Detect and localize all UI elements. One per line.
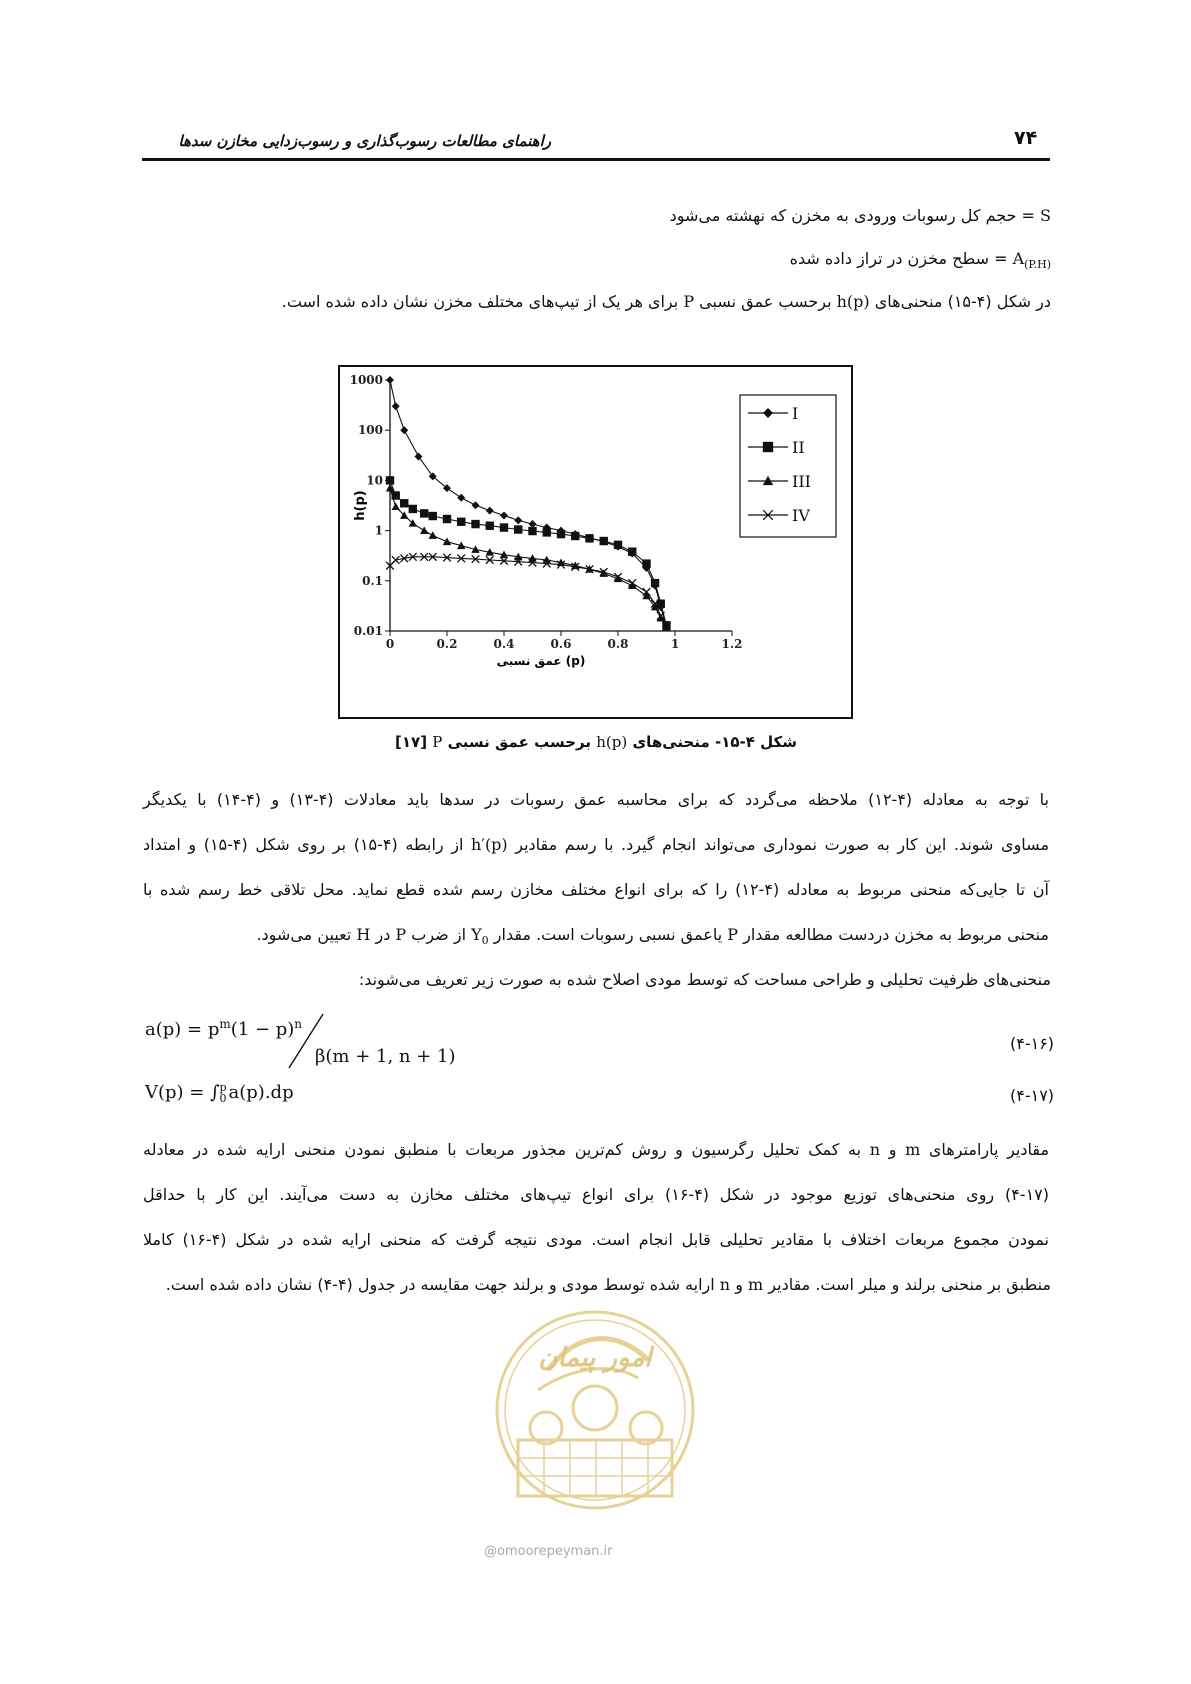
para1-line1: با توجه به معادله (۴-۱۲) ملاحظه می‌گردد که برای محاسبه عمق رسوبات در سدها باید معادلات (۴-۱۳) و (۴-۱۴) با یکدیگر (143, 790, 1049, 809)
equation-17: V(p) = ∫ p 0 a(p).dp (145, 1081, 294, 1105)
equation-16-number: (۴-۱۶) (1010, 1034, 1055, 1053)
equation-16: $a(p) = p^m(1 - p)^n$ β(m + 1, n + 1) (145, 1012, 445, 1072)
para1-line4: منحنی مربوط به مخزن دردست مطالعه مقدار P یاعمق نسبی رسوبات است. مقدار $Y_0$ از ضرب P در H تعیین می‌شود. (256, 925, 1049, 948)
series-II-point (386, 476, 394, 484)
watermark-url: @omoorepeyman.ir (484, 1544, 613, 1559)
legend-box (740, 395, 836, 537)
series-II-point (628, 547, 636, 555)
watermark-logo (488, 1300, 702, 1530)
legend-label-IV: IV (792, 506, 810, 525)
series-II-point (614, 541, 622, 549)
figure-caption: شکل ۴-۱۵- منحنی‌های h(p) برحسب عمق نسبی P [۱۷] (395, 733, 797, 751)
definition-a (790, 249, 1051, 271)
y-axis-label: h(p) (353, 490, 368, 521)
legend-label-I: I (792, 404, 799, 423)
svg-text:امور پیمان: امور پیمان (538, 1343, 652, 1373)
series-II-point (400, 499, 408, 507)
series-II-point (420, 509, 428, 517)
x-tick-label: 1 (670, 637, 680, 651)
legend-label-II: II (792, 438, 805, 457)
header-rule (142, 158, 1050, 161)
x-tick-label: 0.2 (436, 637, 458, 651)
para1-line2: مساوی شوند. این کار به صورت نموداری می‌تواند انجام گیرد. با رسم مقادیر h′(p) از رابطه (۴-۱۵) بر روی شکل (۴-۱۵) و امتداد (143, 835, 1050, 854)
definition-s (670, 206, 1051, 225)
equals-sign: = (1021, 206, 1035, 225)
para3-line3: نمودن مجموع مربعات اختلاف با مقادیر تحلیلی قابل انجام است. مودی نتیجه گرفت که منحنی ارایه شده در شکل (۴-۱۶) کاملا (143, 1230, 1050, 1249)
y-tick-label: 1000 (349, 373, 383, 387)
hp-chart (338, 365, 853, 719)
series-II-point (486, 522, 494, 530)
symbol-a: $A_{(P.H)}$ (1012, 249, 1051, 272)
series-II-point (409, 505, 417, 513)
series-II-point (557, 530, 565, 538)
y-tick-label: 100 (357, 423, 383, 438)
para2: منحنی‌های ظرفیت تحلیلی و طراحی مساحت که توسط مودی اصلاح شده به صورت زیر تعریف می‌شوند: (358, 970, 1051, 989)
series-II-point (528, 527, 536, 535)
series-II-point (429, 512, 437, 520)
x-tick-label: 0 (385, 637, 395, 651)
series-II-point (443, 515, 451, 523)
series-II-point (651, 579, 659, 587)
para1-line3: آن تا جایی‌که منحنی مربوط به معادله (۴-۱۲) را که برای انواع مختلف مخازن رسم شده قطع نماید. محل تلاقی خط رسم شده با (143, 880, 1050, 899)
series-II-point (543, 528, 551, 536)
series-II-point (457, 518, 465, 526)
definition-text: سطح مخزن در تراز داده شده (789, 249, 989, 268)
legend-marker-II (763, 442, 773, 452)
x-tick-label: 0.4 (493, 637, 515, 651)
series-II-point (642, 559, 650, 567)
y-tick-label: 0.1 (362, 573, 383, 588)
series-II-point (500, 523, 508, 531)
series-II-point (600, 537, 608, 545)
equation-17-number: (۴-۱۷) (1010, 1086, 1055, 1105)
legend-label-III: III (792, 472, 811, 491)
para3-line2: (۴-۱۷) روی منحنی‌های توزیع موجود در شکل (۴-۱۶) برای انواع تیپ‌های مختلف مخازن به دست می‌آیند. این کار با حداقل (143, 1185, 1050, 1204)
x-tick-label: 0.8 (607, 637, 629, 651)
series-II-point (571, 532, 579, 540)
y-tick-label: 0.01 (353, 624, 383, 638)
y-tick-label: 10 (366, 473, 383, 488)
definition-text: حجم کل رسوبات ورودی به مخزن که نهشته می‌شود (669, 206, 1017, 225)
y-tick-label: 1 (374, 523, 383, 538)
page-number: ۷۴ (1014, 127, 1038, 149)
series-II-point (471, 520, 479, 528)
series-II-point (585, 534, 593, 542)
running-header-title: راهنمای مطالعات رسوب‌گذاری و رسوب‌زدایی مخازن سدها (178, 132, 551, 150)
series-II-point (514, 525, 522, 533)
para3-line1: مقادیر پارامترهای m و n به کمک تحلیل رگرسیون و روش کم‌ترین مجذور مربعات با منطبق نمودن منحنی ارایه شده در معادله (143, 1140, 1050, 1159)
equals-sign: = (994, 249, 1008, 268)
intro-sentence: در شکل (۴-۱۵) منحنی‌های h(p) برحسب عمق نسبی P برای هر یک از تیپ‌های مختلف مخزن نشان داده شده است. (281, 292, 1051, 311)
x-axis-label: عمق نسبی (p) (496, 654, 586, 668)
para3-line4: منطبق بر منحنی برلند و میلر است. مقادیر m و n ارایه شده توسط مودی و برلند جهت مقایسه در جدول (۴-۴) نشان داده شده است. (165, 1275, 1051, 1294)
symbol-s: S (1040, 206, 1051, 225)
x-tick-label: 1.2 (721, 637, 743, 651)
x-tick-label: 0.6 (550, 637, 572, 651)
